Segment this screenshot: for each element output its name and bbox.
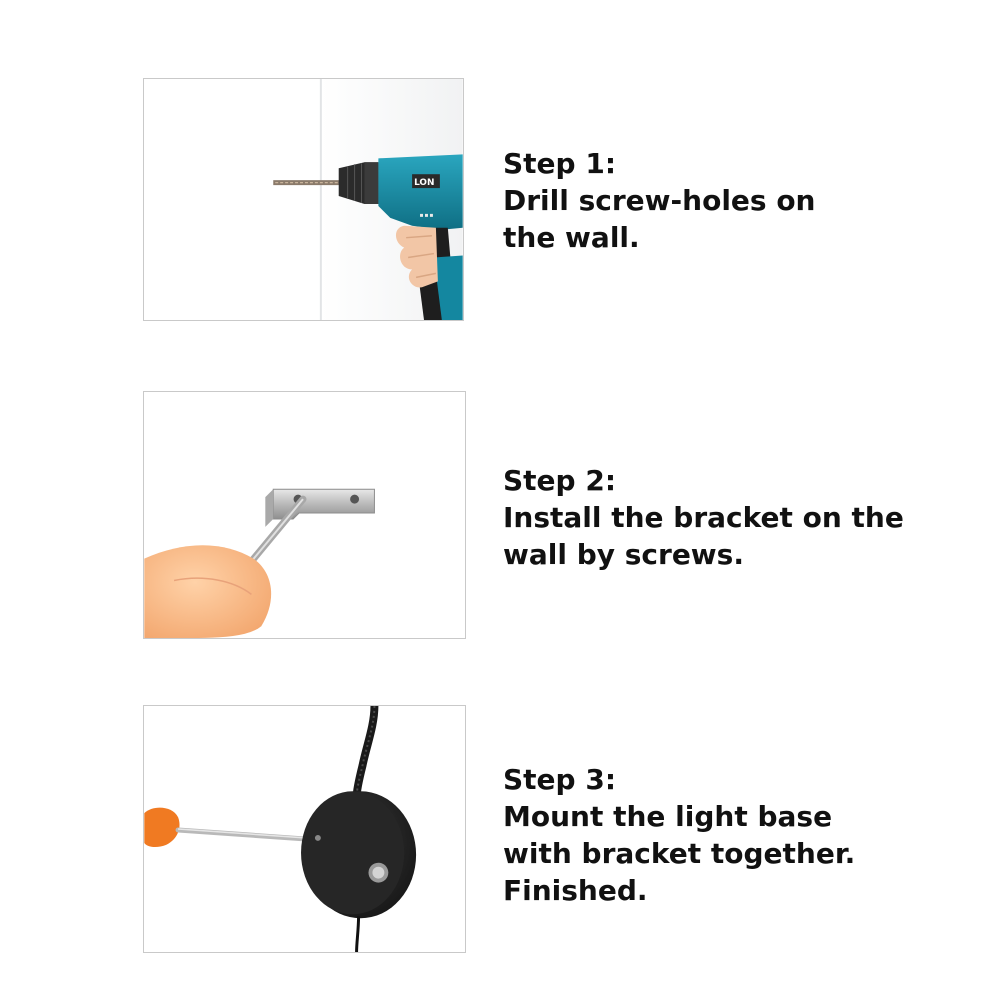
step-1-heading: Step 1:	[503, 147, 617, 180]
step-2-heading: Step 2:	[503, 464, 617, 497]
step-1-caption	[503, 145, 973, 256]
step-2-image	[143, 391, 466, 639]
step-1-line-1: Drill screw-holes on	[503, 184, 816, 217]
step-3-line-2: with bracket together.	[503, 837, 856, 870]
drill-icon	[144, 79, 463, 320]
step-3-line-1: Mount the light base	[503, 800, 833, 833]
step-3-image	[143, 705, 466, 953]
bracket-screwdriver-icon	[144, 392, 465, 638]
step-3-caption	[503, 761, 973, 909]
light-base-icon	[144, 706, 465, 952]
drill-brand-label: LON	[414, 178, 435, 189]
step-1-image	[143, 78, 464, 321]
step-1-line-2: the wall.	[503, 221, 640, 254]
step-2-line-2: wall by screws.	[503, 538, 744, 571]
step-2-line-1: Install the bracket on the	[503, 501, 904, 534]
step-3-line-3: Finished.	[503, 874, 648, 907]
step-2-caption	[503, 462, 973, 573]
step-3-heading: Step 3:	[503, 763, 617, 796]
